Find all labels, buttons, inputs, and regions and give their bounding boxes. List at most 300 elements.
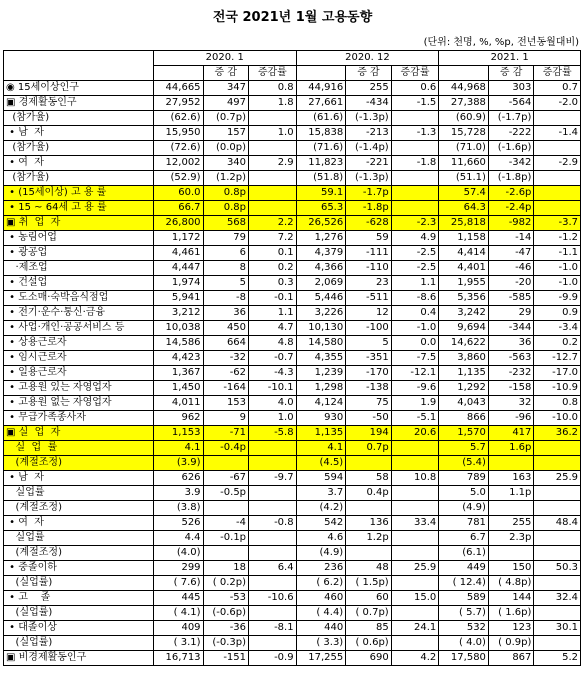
row-label: (계절조정) bbox=[4, 501, 154, 516]
table-cell: -9.7 bbox=[249, 471, 297, 486]
table-cell: 1,153 bbox=[153, 426, 203, 441]
table-cell: 10.8 bbox=[391, 471, 439, 486]
table-cell: 10,038 bbox=[153, 321, 203, 336]
sub-header-rate: 증감률 bbox=[391, 66, 439, 81]
table-cell bbox=[203, 501, 248, 516]
table-cell: -0.7 bbox=[249, 351, 297, 366]
table-cell: 1.2p bbox=[346, 531, 391, 546]
unit-note: (단위: 천명, %, %p, 전년동월대비) bbox=[423, 37, 579, 48]
table-cell: -7.5 bbox=[391, 351, 439, 366]
table-cell: (6.1) bbox=[439, 546, 489, 561]
table-cell: (-1.7p) bbox=[488, 111, 533, 126]
table-cell bbox=[488, 456, 533, 471]
table-cell: 5.2 bbox=[534, 651, 581, 666]
row-label: • 중졸이하 bbox=[4, 561, 154, 576]
table-cell: -5.1 bbox=[391, 411, 439, 426]
table-cell: -8.1 bbox=[249, 621, 297, 636]
table-cell bbox=[203, 546, 248, 561]
row-label: • 15 ~ 64세 고 용 률 bbox=[4, 201, 154, 216]
table-cell: 1,974 bbox=[153, 276, 203, 291]
table-cell bbox=[249, 441, 297, 456]
table-cell bbox=[534, 186, 581, 201]
table-cell: (51.8) bbox=[296, 171, 346, 186]
table-cell bbox=[203, 456, 248, 471]
sub-header-blank bbox=[153, 66, 203, 81]
table-cell: 1.1 bbox=[391, 276, 439, 291]
table-cell: 299 bbox=[153, 561, 203, 576]
table-cell: 4,366 bbox=[296, 261, 346, 276]
header-blank bbox=[4, 51, 154, 81]
table-cell: 15,950 bbox=[153, 126, 203, 141]
table-cell: 4,447 bbox=[153, 261, 203, 276]
table-cell: -9.6 bbox=[391, 381, 439, 396]
table-cell: 60.0 bbox=[153, 186, 203, 201]
table-cell: ( 3.3) bbox=[296, 636, 346, 651]
table-cell: 5.7 bbox=[439, 441, 489, 456]
row-label: • 상용근로자 bbox=[4, 336, 154, 351]
table-cell: -628 bbox=[346, 216, 391, 231]
table-cell: 4.8 bbox=[249, 336, 297, 351]
table-cell: -17.0 bbox=[534, 366, 581, 381]
row-label: • 농림어업 bbox=[4, 231, 154, 246]
table-cell: 0.1 bbox=[249, 246, 297, 261]
table-cell: 526 bbox=[153, 516, 203, 531]
table-cell bbox=[391, 606, 439, 621]
table-cell: 32.4 bbox=[534, 591, 581, 606]
table-row bbox=[4, 216, 581, 231]
table-cell: (1.2p) bbox=[203, 171, 248, 186]
table-cell bbox=[534, 546, 581, 561]
table-cell: 85 bbox=[346, 621, 391, 636]
table-cell: 11,823 bbox=[296, 156, 346, 171]
row-label: ▣ 비경제활동인구 bbox=[4, 651, 154, 666]
table-cell: 26,526 bbox=[296, 216, 346, 231]
table-cell: 65.3 bbox=[296, 201, 346, 216]
table-cell: 340 bbox=[203, 156, 248, 171]
table-cell: 7.2 bbox=[249, 231, 297, 246]
table-cell bbox=[249, 111, 297, 126]
table-cell: 14,586 bbox=[153, 336, 203, 351]
table-cell: 0.7p bbox=[346, 441, 391, 456]
employment-table bbox=[3, 50, 581, 666]
table-cell: 0.4p bbox=[346, 486, 391, 501]
table-cell: -47 bbox=[488, 246, 533, 261]
table-cell: (4.2) bbox=[296, 501, 346, 516]
table-cell: -563 bbox=[488, 351, 533, 366]
table-cell: 303 bbox=[488, 81, 533, 96]
table-cell: (-0.6p) bbox=[203, 606, 248, 621]
table-cell: ( 6.2) bbox=[296, 576, 346, 591]
table-cell: (71.6) bbox=[296, 141, 346, 156]
table-cell bbox=[534, 441, 581, 456]
table-cell: 5,941 bbox=[153, 291, 203, 306]
table-row bbox=[4, 96, 581, 111]
table-cell: 445 bbox=[153, 591, 203, 606]
table-cell: 5 bbox=[203, 276, 248, 291]
table-cell: ( 4.1) bbox=[153, 606, 203, 621]
table-cell: 26,800 bbox=[153, 216, 203, 231]
table-cell: -434 bbox=[346, 96, 391, 111]
table-cell: 255 bbox=[346, 81, 391, 96]
row-label: • 고 졸 bbox=[4, 591, 154, 606]
table-cell bbox=[391, 546, 439, 561]
table-cell: 568 bbox=[203, 216, 248, 231]
table-cell: 449 bbox=[439, 561, 489, 576]
table-cell bbox=[249, 201, 297, 216]
table-cell: 0.7 bbox=[534, 81, 581, 96]
period-header: 2021. 1 bbox=[439, 51, 581, 66]
table-cell: -12.1 bbox=[391, 366, 439, 381]
row-label: • 대졸이상 bbox=[4, 621, 154, 636]
table-cell: (5.4) bbox=[439, 456, 489, 471]
sub-header-rate: 증감률 bbox=[249, 66, 297, 81]
table-cell: ( 0.9p) bbox=[488, 636, 533, 651]
table-cell: 79 bbox=[203, 231, 248, 246]
table-cell: 236 bbox=[296, 561, 346, 576]
row-label: ·제조업 bbox=[4, 261, 154, 276]
table-cell: 3,212 bbox=[153, 306, 203, 321]
table-cell: (51.1) bbox=[439, 171, 489, 186]
table-cell: ( 12.4) bbox=[439, 576, 489, 591]
table-cell: (0.0p) bbox=[203, 141, 248, 156]
table-row bbox=[4, 441, 581, 456]
table-cell: ( 1.5p) bbox=[346, 576, 391, 591]
table-cell: (3.9) bbox=[153, 456, 203, 471]
row-label: (실업률) bbox=[4, 576, 154, 591]
row-label: (참가율) bbox=[4, 141, 154, 156]
table-cell bbox=[249, 171, 297, 186]
table-cell: 4,461 bbox=[153, 246, 203, 261]
table-cell: 4,423 bbox=[153, 351, 203, 366]
table-cell: 150 bbox=[488, 561, 533, 576]
table-body bbox=[4, 81, 581, 666]
table-cell: 930 bbox=[296, 411, 346, 426]
table-cell: 6.7 bbox=[439, 531, 489, 546]
table-cell: 27,388 bbox=[439, 96, 489, 111]
table-cell: 123 bbox=[488, 621, 533, 636]
table-cell: 4,355 bbox=[296, 351, 346, 366]
table-cell: -2.6p bbox=[488, 186, 533, 201]
table-row bbox=[4, 276, 581, 291]
table-cell: -1.7p bbox=[346, 186, 391, 201]
table-row bbox=[4, 546, 581, 561]
table-cell: 1,955 bbox=[439, 276, 489, 291]
table-cell: 4,379 bbox=[296, 246, 346, 261]
table-cell: 1,172 bbox=[153, 231, 203, 246]
table-cell: 4,414 bbox=[439, 246, 489, 261]
table-cell: -100 bbox=[346, 321, 391, 336]
table-cell: -3.4 bbox=[534, 321, 581, 336]
table-cell: 542 bbox=[296, 516, 346, 531]
table-row bbox=[4, 126, 581, 141]
table-row bbox=[4, 246, 581, 261]
table-cell: -1.0 bbox=[534, 261, 581, 276]
table-cell: -32 bbox=[203, 351, 248, 366]
table-cell: (-1.6p) bbox=[488, 141, 533, 156]
table-cell: -0.8 bbox=[249, 516, 297, 531]
table-cell: 27,952 bbox=[153, 96, 203, 111]
table-cell bbox=[534, 456, 581, 471]
table-cell: -1.0 bbox=[534, 276, 581, 291]
table-cell: 3.7 bbox=[296, 486, 346, 501]
table-cell: 5,446 bbox=[296, 291, 346, 306]
table-cell bbox=[534, 531, 581, 546]
table-cell: 4,043 bbox=[439, 396, 489, 411]
page-title: 전국 2021년 1월 고용동향 bbox=[212, 10, 373, 25]
table-cell: 0.8p bbox=[203, 186, 248, 201]
row-label: • 임시근로자 bbox=[4, 351, 154, 366]
table-cell bbox=[534, 141, 581, 156]
table-cell: 594 bbox=[296, 471, 346, 486]
table-cell: 32 bbox=[488, 396, 533, 411]
table-row bbox=[4, 261, 581, 276]
table-cell: 30.1 bbox=[534, 621, 581, 636]
table-cell: 4.6 bbox=[296, 531, 346, 546]
table-cell: -3.7 bbox=[534, 216, 581, 231]
table-cell: 1,450 bbox=[153, 381, 203, 396]
row-label: • 도소매·숙박음식점업 bbox=[4, 291, 154, 306]
table-cell: 157 bbox=[203, 126, 248, 141]
table-cell: 8 bbox=[203, 261, 248, 276]
table-cell: 25.9 bbox=[534, 471, 581, 486]
table-cell bbox=[391, 636, 439, 651]
table-cell bbox=[249, 501, 297, 516]
table-cell: -9.9 bbox=[534, 291, 581, 306]
table-cell bbox=[249, 576, 297, 591]
table-cell: (-1.8p) bbox=[488, 171, 533, 186]
table-cell bbox=[249, 486, 297, 501]
table-cell: 0.0 bbox=[391, 336, 439, 351]
table-row bbox=[4, 591, 581, 606]
table-cell: 5,356 bbox=[439, 291, 489, 306]
table-cell: -2.4p bbox=[488, 201, 533, 216]
row-label: • 고용원 없는 자영업자 bbox=[4, 396, 154, 411]
table-cell: -1.0 bbox=[391, 321, 439, 336]
table-cell: 0.6 bbox=[391, 81, 439, 96]
table-cell: -12.7 bbox=[534, 351, 581, 366]
table-cell: 163 bbox=[488, 471, 533, 486]
table-row bbox=[4, 651, 581, 666]
table-cell: 9 bbox=[203, 411, 248, 426]
table-cell: 4,401 bbox=[439, 261, 489, 276]
row-label: (실업률) bbox=[4, 606, 154, 621]
table-cell: 0.8 bbox=[249, 81, 297, 96]
table-cell: 36.2 bbox=[534, 426, 581, 441]
table-cell: 1,135 bbox=[296, 426, 346, 441]
table-cell bbox=[346, 546, 391, 561]
table-cell: -4.3 bbox=[249, 366, 297, 381]
table-cell: 1.1p bbox=[488, 486, 533, 501]
period-header: 2020. 12 bbox=[296, 51, 439, 66]
table-cell: 460 bbox=[296, 591, 346, 606]
table-cell: -1.4 bbox=[534, 126, 581, 141]
table-cell: 867 bbox=[488, 651, 533, 666]
table-cell: 4.0 bbox=[249, 396, 297, 411]
table-cell: 589 bbox=[439, 591, 489, 606]
table-cell: 5 bbox=[346, 336, 391, 351]
table-cell: -14 bbox=[488, 231, 533, 246]
table-cell: 1.1 bbox=[249, 306, 297, 321]
table-cell: (3.8) bbox=[153, 501, 203, 516]
table-cell: 15.0 bbox=[391, 591, 439, 606]
table-cell: 17,580 bbox=[439, 651, 489, 666]
sub-header-blank bbox=[439, 66, 489, 81]
table-cell: 153 bbox=[203, 396, 248, 411]
table-row bbox=[4, 531, 581, 546]
sub-header-change: 증 감 bbox=[203, 66, 248, 81]
table-row bbox=[4, 81, 581, 96]
table-cell bbox=[249, 186, 297, 201]
table-cell bbox=[391, 171, 439, 186]
table-cell: 50.3 bbox=[534, 561, 581, 576]
table-row bbox=[4, 186, 581, 201]
table-cell: 10,130 bbox=[296, 321, 346, 336]
table-cell: 5.0 bbox=[439, 486, 489, 501]
table-row bbox=[4, 231, 581, 246]
table-row bbox=[4, 156, 581, 171]
table-row bbox=[4, 381, 581, 396]
table-cell: -2.5 bbox=[391, 261, 439, 276]
table-cell: 1.8 bbox=[249, 96, 297, 111]
table-row bbox=[4, 636, 581, 651]
table-cell: 664 bbox=[203, 336, 248, 351]
table-cell: 20.6 bbox=[391, 426, 439, 441]
table-cell: (72.6) bbox=[153, 141, 203, 156]
table-cell: -0.5p bbox=[203, 486, 248, 501]
table-cell: 64.3 bbox=[439, 201, 489, 216]
table-cell: -511 bbox=[346, 291, 391, 306]
table-cell: 532 bbox=[439, 621, 489, 636]
table-cell: ( 0.2p) bbox=[203, 576, 248, 591]
table-cell: 2,069 bbox=[296, 276, 346, 291]
table-cell: -1.8 bbox=[391, 156, 439, 171]
table-cell: -62 bbox=[203, 366, 248, 381]
table-cell bbox=[346, 501, 391, 516]
table-cell: -1.8p bbox=[346, 201, 391, 216]
table-cell: 15,728 bbox=[439, 126, 489, 141]
sub-header-rate: 증감률 bbox=[534, 66, 581, 81]
table-cell: 6.4 bbox=[249, 561, 297, 576]
table-cell bbox=[391, 456, 439, 471]
table-cell: 1.0 bbox=[249, 126, 297, 141]
row-label: • 광공업 bbox=[4, 246, 154, 261]
table-cell: 255 bbox=[488, 516, 533, 531]
table-cell: -5.8 bbox=[249, 426, 297, 441]
table-cell: ( 0.7p) bbox=[346, 606, 391, 621]
table-cell: 1,292 bbox=[439, 381, 489, 396]
table-cell bbox=[534, 171, 581, 186]
table-cell: -1.2 bbox=[534, 231, 581, 246]
table-cell: -67 bbox=[203, 471, 248, 486]
table-cell: 4,124 bbox=[296, 396, 346, 411]
table-cell: 44,916 bbox=[296, 81, 346, 96]
row-label: (참가율) bbox=[4, 171, 154, 186]
table-cell: -170 bbox=[346, 366, 391, 381]
table-row bbox=[4, 291, 581, 306]
table-cell: (4.9) bbox=[439, 501, 489, 516]
table-cell: 44,665 bbox=[153, 81, 203, 96]
table-cell: 48.4 bbox=[534, 516, 581, 531]
table-cell: 450 bbox=[203, 321, 248, 336]
table-cell: 24.1 bbox=[391, 621, 439, 636]
table-cell: 27,661 bbox=[296, 96, 346, 111]
table-cell bbox=[534, 606, 581, 621]
table-cell: 0.9 bbox=[534, 306, 581, 321]
row-label: • 남 자 bbox=[4, 471, 154, 486]
table-row bbox=[4, 621, 581, 636]
table-row bbox=[4, 336, 581, 351]
table-row bbox=[4, 396, 581, 411]
row-label: ▣ 취 업 자 bbox=[4, 216, 154, 231]
table-cell: 1,239 bbox=[296, 366, 346, 381]
table-cell: (0.7p) bbox=[203, 111, 248, 126]
row-label: 실 업 률 bbox=[4, 441, 154, 456]
table-cell bbox=[249, 531, 297, 546]
table-cell: 48 bbox=[346, 561, 391, 576]
table-cell bbox=[534, 636, 581, 651]
table-cell: 25.9 bbox=[391, 561, 439, 576]
table-row bbox=[4, 456, 581, 471]
table-cell: 4.4 bbox=[153, 531, 203, 546]
table-cell: (60.9) bbox=[439, 111, 489, 126]
table-cell: 789 bbox=[439, 471, 489, 486]
table-cell: 58 bbox=[346, 471, 391, 486]
table-cell: 690 bbox=[346, 651, 391, 666]
table-cell bbox=[391, 441, 439, 456]
table-cell bbox=[391, 486, 439, 501]
table-cell: 866 bbox=[439, 411, 489, 426]
row-label: • 여 자 bbox=[4, 156, 154, 171]
table-row bbox=[4, 411, 581, 426]
table-row bbox=[4, 351, 581, 366]
table-cell: -8 bbox=[203, 291, 248, 306]
table-cell: (-1.3p) bbox=[346, 111, 391, 126]
row-label: (참가율) bbox=[4, 111, 154, 126]
table-cell: -2.0 bbox=[534, 96, 581, 111]
table-row bbox=[4, 576, 581, 591]
table-cell: ( 4.8p) bbox=[488, 576, 533, 591]
table-row bbox=[4, 561, 581, 576]
table-cell: 33.4 bbox=[391, 516, 439, 531]
table-row bbox=[4, 111, 581, 126]
table-cell: 1,570 bbox=[439, 426, 489, 441]
table-cell: -1.1 bbox=[534, 246, 581, 261]
table-row bbox=[4, 321, 581, 336]
table-cell: 18 bbox=[203, 561, 248, 576]
table-cell: 2.2 bbox=[249, 216, 297, 231]
table-cell: 66.7 bbox=[153, 201, 203, 216]
table-cell: -46 bbox=[488, 261, 533, 276]
table-cell: -10.1 bbox=[249, 381, 297, 396]
table-cell: -151 bbox=[203, 651, 248, 666]
row-label: ◉ 15세이상인구 bbox=[4, 81, 154, 96]
table-row bbox=[4, 516, 581, 531]
table-cell: 347 bbox=[203, 81, 248, 96]
table-cell: (61.6) bbox=[296, 111, 346, 126]
table-cell: ( 4.0) bbox=[439, 636, 489, 651]
row-label: ▣ 경제활동인구 bbox=[4, 96, 154, 111]
table-cell: -0.4p bbox=[203, 441, 248, 456]
table-cell bbox=[534, 501, 581, 516]
table-cell: -164 bbox=[203, 381, 248, 396]
table-cell: -222 bbox=[488, 126, 533, 141]
table-cell bbox=[346, 456, 391, 471]
table-cell: 0.2 bbox=[534, 336, 581, 351]
table-cell: 14,580 bbox=[296, 336, 346, 351]
row-label: (계절조정) bbox=[4, 456, 154, 471]
table-cell: 0.8p bbox=[203, 201, 248, 216]
table-cell: -10.9 bbox=[534, 381, 581, 396]
